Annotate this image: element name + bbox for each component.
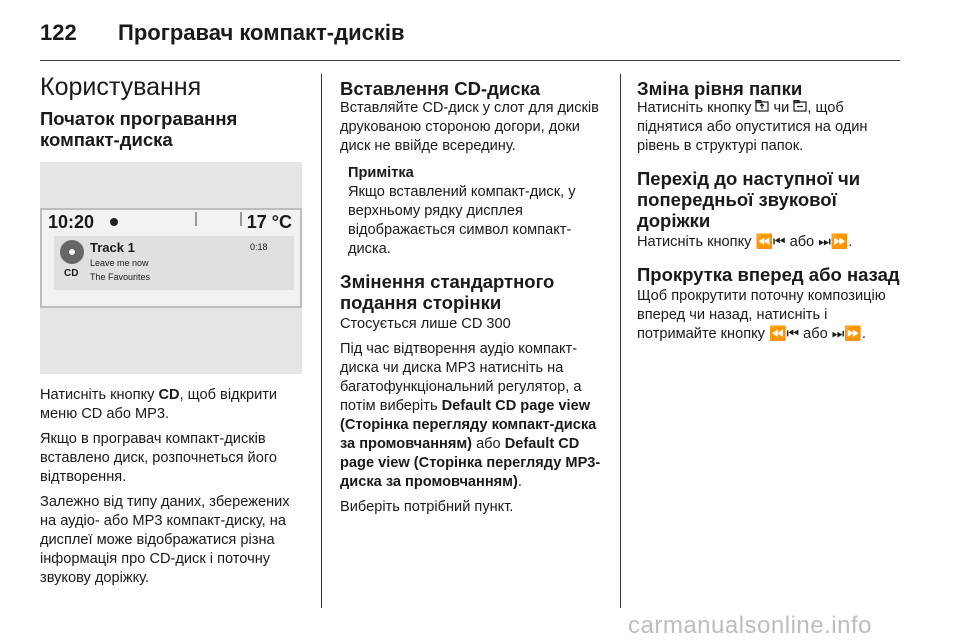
paragraph: Якщо в програвач компакт-дисків вставлено диск, розпочнеться його відтворення. bbox=[40, 431, 277, 485]
section-heading: Користування bbox=[40, 73, 202, 101]
column-divider bbox=[620, 74, 621, 608]
paragraph: Щоб прокрутити поточну композицію вперед чи назад, натисніть і потримайте кнопку ⏪⏮ або ⏭⏩. bbox=[637, 288, 886, 342]
paragraph: Натисніть кнопку ⏪⏮ або ⏭⏩. bbox=[637, 233, 853, 250]
paragraph: Натисніть кнопку чи , щоб піднятися або опуститися на один рівень в структурі папок. bbox=[637, 100, 868, 154]
column-3 bbox=[637, 72, 905, 344]
elapsed-time: 0:18 bbox=[250, 242, 268, 252]
note-box bbox=[340, 164, 608, 259]
skip-back-icon: ⏪⏮ bbox=[769, 325, 800, 341]
paragraph: Вставляйте CD-диск у слот для дисків друкованою стороною догори, доки диск не ввійде всередину. bbox=[340, 100, 599, 154]
subsection-heading: Початок програвання компакт-диска bbox=[40, 108, 238, 150]
display-screen bbox=[40, 208, 302, 308]
skip-back-icon: ⏪⏮ bbox=[755, 233, 786, 249]
paragraph: Виберіть потрібний пункт. bbox=[340, 499, 514, 515]
subsection-heading: Прокрутка вперед або назад bbox=[637, 264, 900, 285]
divider-mark bbox=[240, 212, 242, 226]
column-1 bbox=[40, 72, 308, 588]
track-title: Track 1 bbox=[90, 240, 135, 255]
skip-forward-icon: ⏭⏩ bbox=[818, 233, 849, 249]
display-time: 10:20 bbox=[48, 212, 95, 232]
folder-down-icon bbox=[793, 100, 807, 114]
page-header bbox=[40, 16, 920, 46]
cd-indicator-icon bbox=[110, 218, 118, 226]
radio-display-illustration bbox=[40, 162, 302, 374]
page-number: 122 bbox=[40, 20, 77, 45]
page-title: Програвач компакт-дисків bbox=[118, 20, 405, 45]
paragraph: Стосується лише CD 300 bbox=[340, 316, 511, 332]
source-label: CD bbox=[64, 268, 79, 279]
column-divider bbox=[321, 74, 322, 608]
note-text: Якщо вставлений компакт-диск, у верхньому рядку дисплея відображається символ компакт-диска. bbox=[348, 184, 576, 257]
header-rule bbox=[40, 60, 900, 61]
disc-icon bbox=[60, 240, 84, 264]
column-2 bbox=[340, 72, 608, 517]
paragraph: Натисніть кнопку CD, щоб відкрити меню CD або MP3. bbox=[40, 387, 278, 422]
subsection-heading: Вставлення CD-диска bbox=[340, 78, 541, 99]
track-album: The Favourites bbox=[90, 272, 151, 282]
note-title: Примітка bbox=[348, 165, 414, 181]
paragraph: Залежно від типу даних, збережених на аудіо- або MP3 компакт-диску, на дисплеї може відображатися різна інформація про CD-диск і поточну звукову доріжку. bbox=[40, 494, 290, 586]
subsection-heading: Перехід до наступної чи попередньої звукової доріжки bbox=[637, 168, 861, 231]
watermark: carmanualsonline.info bbox=[628, 612, 872, 639]
divider-mark bbox=[195, 212, 197, 226]
subsection-heading: Змінення стандартного подання сторінки bbox=[340, 271, 555, 313]
folder-up-icon bbox=[755, 100, 769, 114]
paragraph: Під час відтворення аудіо компакт-диска чи диска MP3 натисніть на багатофункціональний регулятор, а потім виберіть Default CD page view (Сторінка перегляду компакт-диска за промовчанням) або Default CD page view (Сторінка перегляду MP3-диска за промовчанням). bbox=[340, 341, 601, 490]
display-temperature: 17 °C bbox=[246, 212, 292, 232]
skip-forward-icon: ⏭⏩ bbox=[831, 325, 862, 341]
track-artist: Leave me now bbox=[90, 258, 149, 268]
subsection-heading: Зміна рівня папки bbox=[637, 78, 803, 99]
